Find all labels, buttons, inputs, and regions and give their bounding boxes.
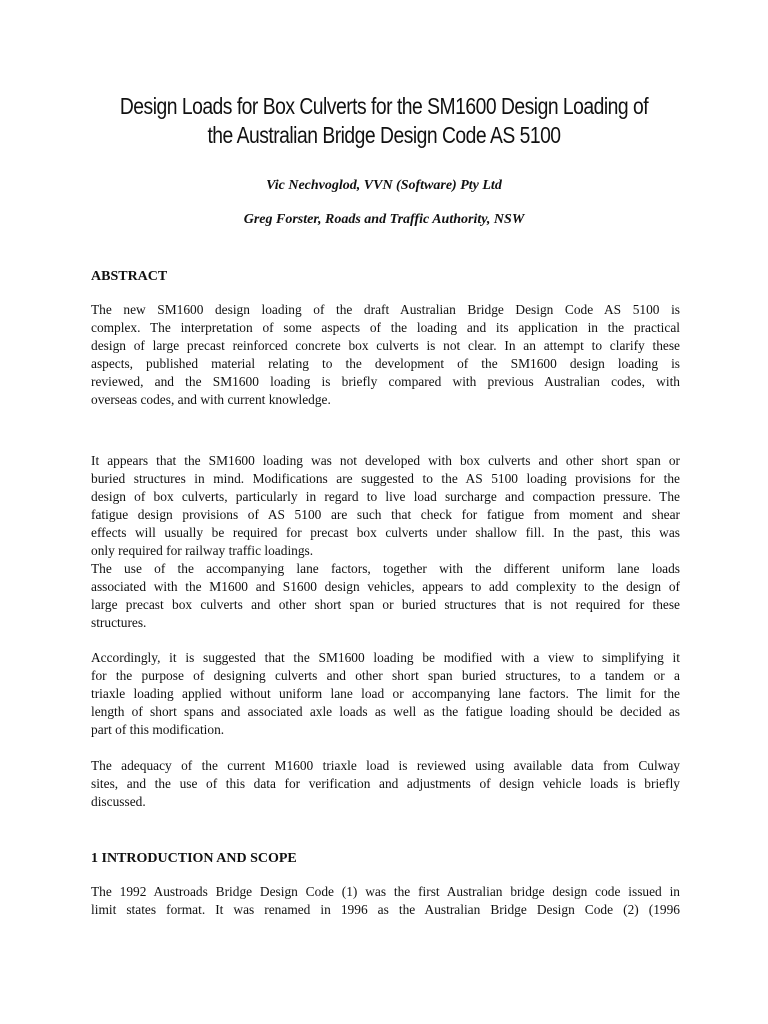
- text-line: length of short spans and associated axle loads as well as the fatigue loading should be decided as: [91, 704, 680, 719]
- text-line: large precast box culverts and other short span or buried structures that is not required for these: [91, 597, 680, 612]
- author-1: Vic Nechvoglod, VVN (Software) Pty Ltd: [266, 178, 502, 193]
- introduction-paragraph-1: [91, 883, 680, 919]
- abstract-paragraph-1: [91, 301, 680, 409]
- text-line: buried structures in mind. Modifications are suggested to the AS 5100 loading provisions for the: [91, 471, 680, 486]
- text-line: design of large precast reinforced concrete box culverts is not clear. In an attempt to clarify these: [91, 338, 680, 353]
- text-line: only required for railway traffic loadings.: [91, 543, 314, 558]
- text-line: The adequacy of the current M1600 triaxle load is reviewed using available data from Culway: [91, 758, 680, 773]
- text-line: effects will usually be required for precast box culverts under shallow fill. In the past, this was: [91, 525, 680, 540]
- text-line: for the purpose of designing culverts and other short span buried structures, to a tandem or a: [91, 668, 680, 683]
- text-line: The 1992 Austroads Bridge Design Code (1) was the first Australian bridge design code issued in: [91, 884, 680, 899]
- abstract-heading: ABSTRACT: [91, 269, 168, 284]
- abstract-paragraph-5: [91, 757, 680, 811]
- text-line: The use of the accompanying lane factors, together with the different uniform lane loads: [91, 561, 680, 576]
- text-line: design of box culverts, particularly in regard to live load surcharge and compaction pressure. The: [91, 489, 680, 504]
- text-line: triaxle loading applied without uniform lane load or accompanying lane factors. The limit for the: [91, 686, 680, 701]
- text-line: limit states format. It was renamed in 1996 as the Australian Bridge Design Code (2) (1996: [91, 902, 680, 917]
- text-line: part of this modification.: [91, 722, 225, 737]
- text-line: discussed.: [91, 794, 146, 809]
- text-line: associated with the M1600 and S1600 design vehicles, appears to add complexity to the design of: [91, 579, 680, 594]
- author-2: Greg Forster, Roads and Traffic Authority, NSW: [243, 212, 525, 227]
- text-line: It appears that the SM1600 loading was not developed with box culverts and other short span or: [91, 453, 680, 468]
- text-line: Accordingly, it is suggested that the SM1600 loading be modified with a view to simplifying it: [91, 650, 680, 665]
- text-line: reviewed, and the SM1600 loading is briefly compared with previous Australian codes, with: [91, 374, 680, 389]
- text-line: overseas codes, and with current knowledge.: [91, 392, 331, 407]
- introduction-heading: 1 INTRODUCTION AND SCOPE: [91, 851, 297, 866]
- title-line-1: Design Loads for Box Culverts for the SM1600 Design Loading of: [119, 93, 649, 119]
- abstract-paragraph-3: [91, 560, 680, 632]
- abstract-paragraph-4: [91, 649, 680, 739]
- text-line: fatigue design provisions of AS 5100 are such that check for fatigue from moment and shear: [91, 507, 680, 522]
- text-line: complex. The interpretation of some aspects of the loading and its application in the practical: [91, 320, 680, 335]
- paper-title: [95, 92, 673, 150]
- text-line: The new SM1600 design loading of the draft Australian Bridge Design Code AS 5100 is: [91, 302, 680, 317]
- text-line: sites, and the use of this data for verification and adjustments of design vehicle loads is briefly: [91, 776, 680, 791]
- text-line: aspects, published material relating to the development of the SM1600 design loading is: [91, 356, 680, 371]
- abstract-paragraph-2: [91, 452, 680, 560]
- text-line: structures.: [91, 615, 147, 630]
- title-line-2: the Australian Bridge Design Code AS 5100: [207, 122, 561, 148]
